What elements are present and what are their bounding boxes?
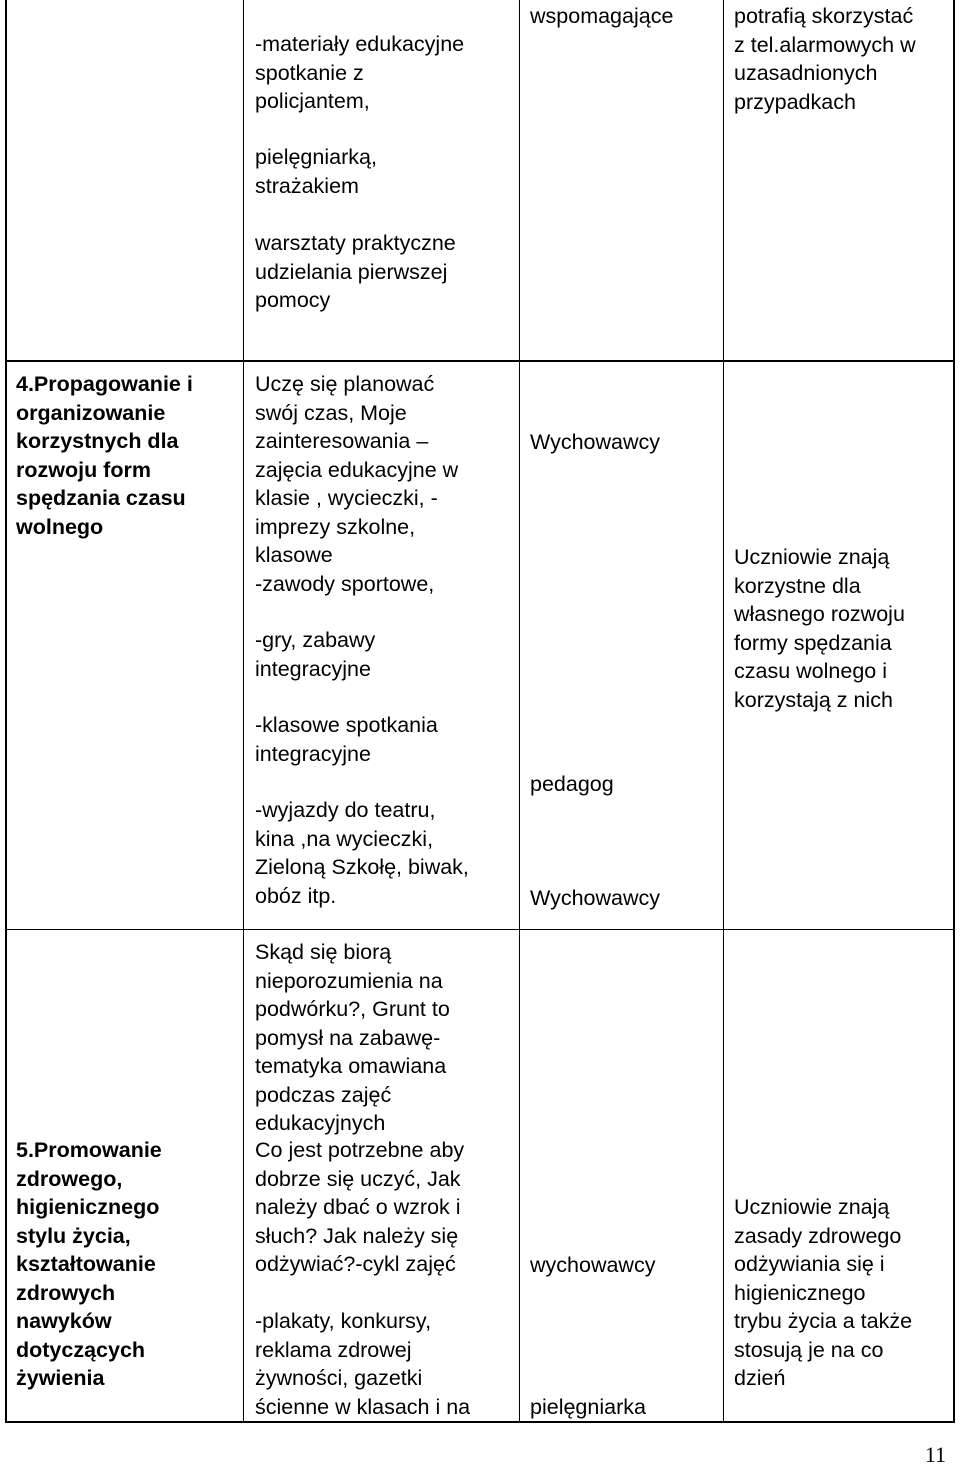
row-divider-bottom: [5, 1421, 955, 1423]
responsible-4-3: Wychowawcy: [530, 886, 661, 910]
supporting-label: wspomagające: [530, 4, 674, 28]
goal-5: 5.Promowanie zdrowego, higienicznego stylu życia, kształtowanie zdrowych nawyków dotyczących żywienia: [16, 1138, 162, 1390]
materials-text-3: warsztaty praktyczne udzielania pierwszej pomocy: [255, 231, 456, 312]
goal-4: 4.Propagowanie i organizowanie korzystnych dla rozwoju form spędzania czasu wolnego: [16, 372, 193, 539]
activities-5-text-1: Co jest potrzebne aby dobrze się uczyć, Jak należy dbać o wzrok i słuch? Jak należy się odżywiać?-cykl zajęć: [255, 1138, 465, 1276]
result-5: Uczniowie znają zasady zdrowego odżywiania się i higienicznego trybu życia a także stosują je na co dzień: [734, 1195, 913, 1390]
activities-mid-text: Skąd się biorą nieporozumienia na podwórku?, Grunt to pomysł na zabawę- tematyka omawiana podczas zajęć edukacyjnych: [255, 940, 450, 1135]
table-border-right: [953, 0, 955, 1423]
table-border-left: [5, 0, 7, 1423]
row-divider-top: [5, 360, 955, 362]
responsible-4-2: pedagog: [530, 772, 614, 796]
responsible-5-2: pielęgniarka: [530, 1395, 646, 1419]
result-4: Uczniowie znają korzystne dla własnego rozwoju formy spędzania czasu wolnego i korzystają z nich: [734, 545, 905, 712]
materials-text-2: pielęgniarką, strażakiem: [255, 145, 377, 198]
responsible-4-1: Wychowawcy: [530, 430, 661, 454]
responsible-5-1: wychowawcy: [530, 1253, 656, 1277]
column-divider-1: [243, 0, 244, 1423]
activities-4-text-1: Uczę się planować swój czas, Moje zainteresowania – zajęcia edukacyjne w klasie , wycieczki, - imprezy szkolne, klasowe -zawody sportowe,: [255, 372, 459, 596]
activities-4-text-2: -gry, zabawy integracyjne: [255, 628, 376, 681]
column-divider-3: [723, 0, 724, 1423]
row-divider-middle: [5, 929, 955, 930]
activities-4-text-4: -wyjazdy do teatru, kina ,na wycieczki, Zieloną Szkołę, biwak, obóz itp.: [255, 798, 469, 908]
materials-text-1: -materiały edukacyjne spotkanie z policjantem,: [255, 32, 465, 113]
page-number: 11: [924, 1442, 946, 1467]
activities-5-text-2: -plakaty, konkursy, reklama zdrowej żywności, gazetki ścienne w klasach i na: [255, 1309, 471, 1419]
result-text-top: potrafią skorzystać z tel.alarmowych w uzasadnionych przypadkach: [734, 4, 916, 114]
column-divider-2: [519, 0, 520, 1423]
activities-4-text-3: -klasowe spotkania integracyjne: [255, 713, 438, 766]
